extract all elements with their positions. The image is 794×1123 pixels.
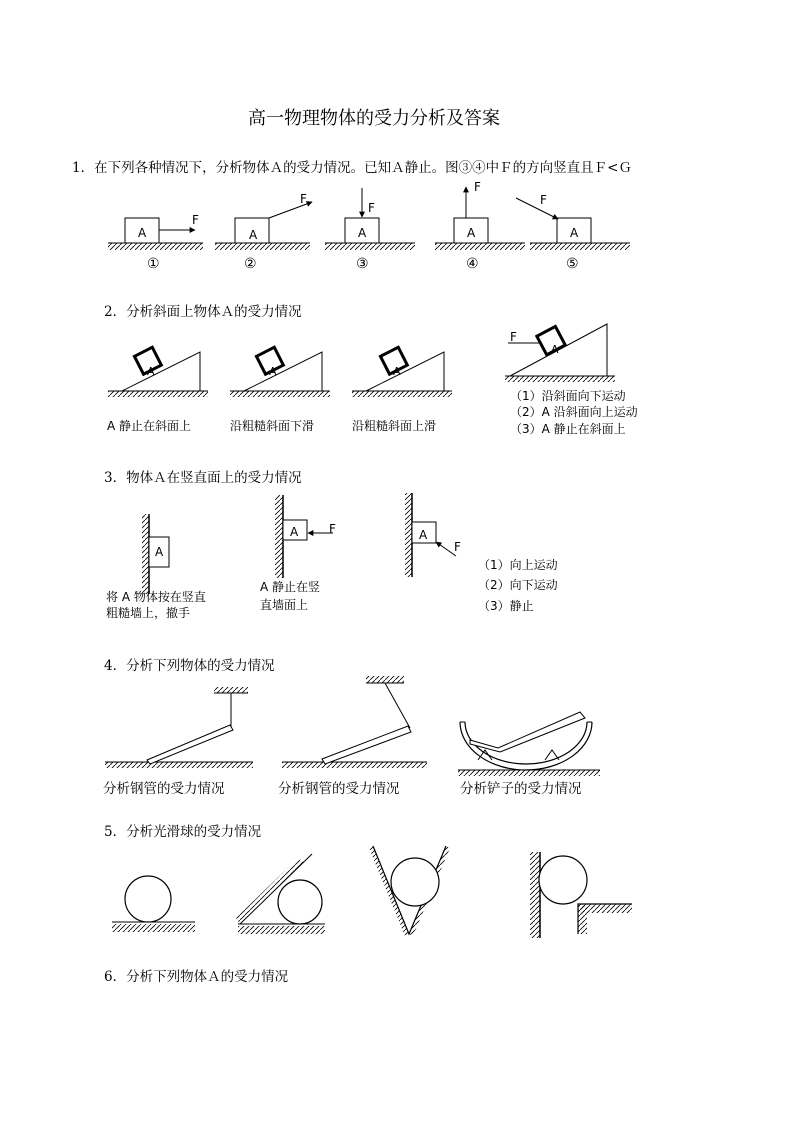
block-label: A <box>155 545 164 559</box>
q1-figure-4 <box>435 187 525 250</box>
q5-ball-wall-step <box>530 852 632 938</box>
question-5-text: 5．分析光滑球的受力情况 <box>104 824 262 840</box>
q1-figure-2 <box>215 202 312 250</box>
block-label: A <box>147 365 155 378</box>
block-label: A <box>419 528 428 542</box>
wall-caption-line: 直墙面上 <box>260 598 309 612</box>
figure-caption: 分析铲子的受力情况 <box>460 781 582 797</box>
figure-number: ④ <box>466 256 479 272</box>
force-label: F <box>192 213 199 227</box>
force-label: F <box>368 201 375 215</box>
figure-number: ② <box>244 256 257 272</box>
q2-incline-3 <box>352 347 452 397</box>
wall-caption-line: 粗糙墙上，撤手 <box>106 606 191 620</box>
force-label: F <box>454 540 461 554</box>
question-2-text: 2．分析斜面上物体Ａ的受力情况 <box>104 304 302 320</box>
question-1-text: 1．在下列各种情况下，分析物体Ａ的受力情况。已知Ａ静止。图③④中Ｆ的方向竖直且Ｆ<Ｇ <box>72 160 632 176</box>
question-3-text: 3．物体Ａ在竖直面上的受力情况 <box>104 470 302 486</box>
case-item: （1）沿斜面向下运动 <box>510 389 626 403</box>
q5-ball-floor <box>112 876 195 932</box>
block-label: A <box>467 226 476 240</box>
block-label: A <box>393 365 401 378</box>
block-label: A <box>358 226 367 240</box>
question-6-text: 6．分析下列物体Ａ的受力情况 <box>104 969 289 985</box>
q3-wall-2 <box>275 495 333 578</box>
q4-shovel <box>458 712 600 776</box>
q1-figure-1 <box>108 218 203 250</box>
q3-wall-3 <box>405 493 456 577</box>
wall-caption-line: A 静止在竖 <box>260 580 321 594</box>
force-label: F <box>540 193 547 207</box>
case-item: （2）向下运动 <box>478 578 558 592</box>
incline-caption: 沿粗糙斜面上滑 <box>352 419 437 433</box>
case-item: （1）向上运动 <box>478 558 558 572</box>
block-label: A <box>290 525 299 539</box>
q2-incline-4 <box>505 324 615 382</box>
case-item: （2）A 沿斜面向上运动 <box>510 405 638 419</box>
block-label: A <box>138 226 147 240</box>
q4-pipe-2 <box>282 676 427 768</box>
q2-incline-2 <box>230 347 330 397</box>
figure-caption: 分析钢管的受力情况 <box>103 781 225 797</box>
wall-caption-line: 将 A 物体按在竖直 <box>106 590 206 604</box>
incline-caption: A 静止在斜面上 <box>107 419 192 433</box>
question-4-text: 4．分析下列物体的受力情况 <box>104 658 275 674</box>
incline-caption: 沿粗糙斜面下滑 <box>230 419 315 433</box>
force-label: F <box>329 522 336 536</box>
block-label: A <box>249 228 258 242</box>
q4-pipe-1 <box>105 687 253 768</box>
block-label: A <box>551 343 559 356</box>
figure-number: ⑤ <box>566 256 579 272</box>
page-title: 高一物理物体的受力分析及答案 <box>248 108 500 129</box>
force-label: F <box>300 192 307 206</box>
case-item: （3）静止 <box>478 599 534 613</box>
case-item: （3）A 静止在斜面上 <box>510 422 626 436</box>
q5-ball-vgroove <box>369 846 450 936</box>
block-label: A <box>570 226 579 240</box>
q1-figure-3 <box>325 188 415 250</box>
figure-caption: 分析钢管的受力情况 <box>278 781 400 797</box>
q1-figure-5 <box>516 198 630 250</box>
q2-incline-1 <box>108 347 208 397</box>
force-label: F <box>510 330 517 344</box>
force-label: F <box>474 180 481 194</box>
figure-number: ① <box>147 256 160 272</box>
q5-ball-wedge <box>236 854 325 934</box>
figure-number: ③ <box>356 256 369 272</box>
block-label: A <box>269 365 277 378</box>
